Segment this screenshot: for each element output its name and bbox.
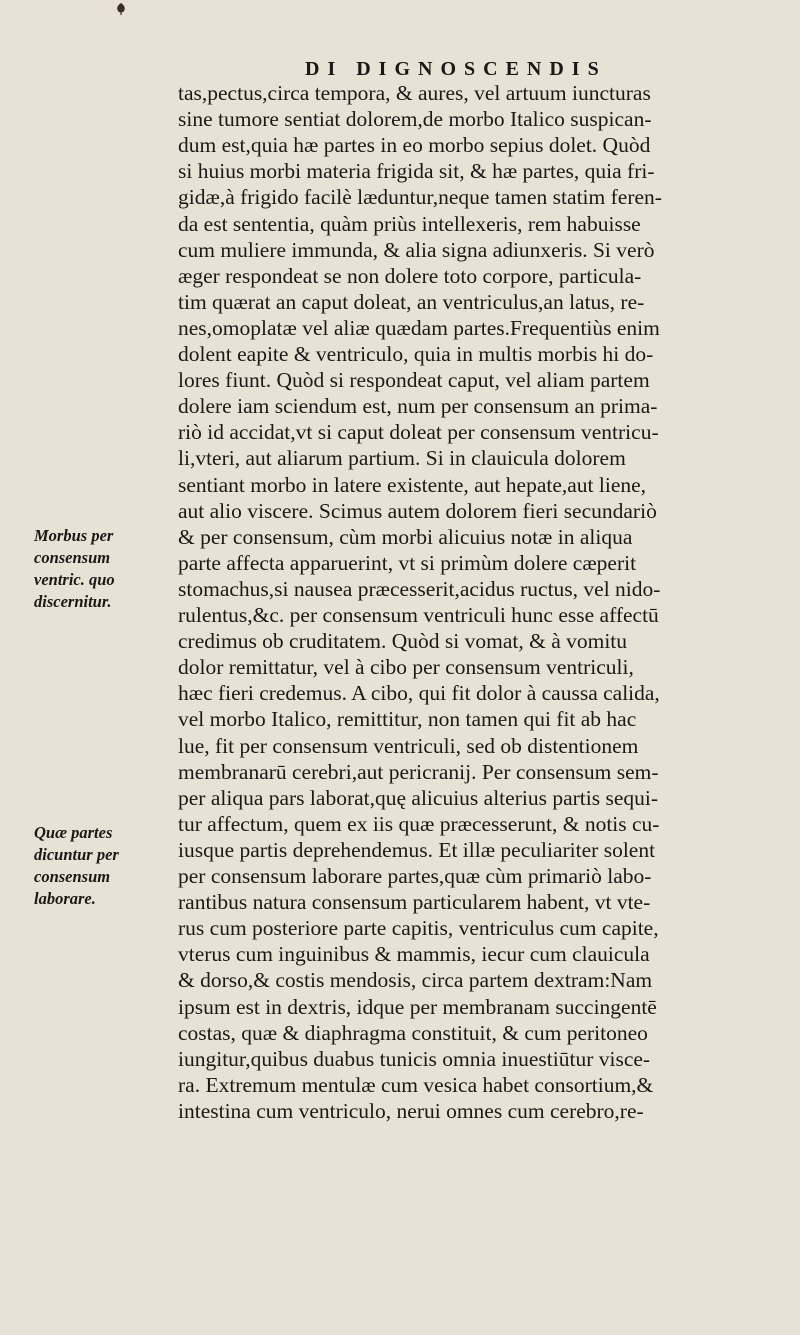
text-line: per consensum laborare partes,quæ cùm primariò labo- [178,864,652,888]
margin-note-line: Morbus per [34,526,114,545]
margin-note-line: ventric. quo [34,570,115,589]
margin-note-line: consensum [34,548,111,567]
text-line: sentiant morbo in latere existente, aut hepate,aut liene, [178,472,647,497]
text-line: & per consensum, cùm morbi alicuius notæ in aliqua [178,524,633,549]
text-line: nes,omoplatæ vel aliæ quædam partes.Frequentiùs enim [178,315,660,340]
text-line: riò id accidat,vt si caput doleat per consensum ventricu- [178,420,659,445]
text-line: dolent eapite & ventriculo, quia in multis morbis hi do- [178,342,654,366]
text-line: per aliqua pars laborat,quę alicuius alterius partis sequi- [178,785,659,810]
margin-note-line: consensum [34,867,111,886]
margin-note-line: Quæ partes [34,823,113,842]
text-line: da est sententia, quàm priùs intellexeris, rem habuisse [178,211,641,236]
text-line: hæc fieri credemus. A cibo, qui fit dolor à caussa calida, [178,681,660,706]
margin-note [34,822,119,910]
text-line: iungitur,quibus duabus tunicis omnia inuestiūtur visce- [178,1046,651,1071]
text-line: costas, quæ & diaphragma constituit, & cum peritoneo [178,1020,648,1045]
text-line: membranarū cerebri,aut pericranij. Per consensum sem- [178,759,659,784]
text-line: vterus cum inguinibus & mammis, iecur cum clauicula [178,942,650,967]
text-line: dum est,quia hæ partes in eo morbo sepius dolet. Quòd [178,133,651,158]
text-line: lores fiunt. Quòd si respondeat caput, vel aliam partem [178,368,650,393]
text-line: ra. Extremum mentulæ cum vesica habet consortium,& [178,1072,654,1097]
text-line: rus cum posteriore parte capitis, ventriculus cum capite, [178,916,659,941]
margin-note-line: dicuntur per [34,845,119,864]
margin-note [34,525,115,613]
text-line: intestina cum ventriculo, nerui omnes cum cerebro,re- [178,1098,644,1123]
text-line: dolere iam sciendum est, num per consensum an prima- [178,394,658,419]
text-line: & dorso,& costis mendosis, circa partem dextram:Nam [178,968,653,993]
text-line: tim quærat an caput doleat, an ventriculus,an latus, re- [178,289,645,314]
text-line: aut alio viscere. Scimus autem dolorem fieri secundariò [178,498,657,523]
text-line: credimus ob cruditatem. Quòd si vomat, & à vomitu [178,629,628,654]
text-line: gidæ,à frigido facilè læduntur,neque tamen statim feren- [178,185,662,210]
text-line: tur affectum, quem ex iis quæ præcesserunt, & notis cu- [178,811,660,836]
text-line: ipsum est in dextris, idque per membranam succingentē [178,994,657,1019]
text-line: parte affecta apparuerint, vt si primùm dolere cæperit [178,550,637,575]
margin-note-line: discernitur. [34,592,112,611]
text-line: iusque partis deprehendemus. Et illæ peculiariter solent [178,837,656,862]
text-line: sine tumore sentiat dolorem,de morbo Italico suspican- [178,107,652,132]
text-line: cum muliere immunda, & alia signa adiunxeris. Si verò [178,237,655,262]
text-line: æger respondeat se non dolere toto corpore, particula- [178,263,642,288]
text-line: tas,pectus,circa tempora, & aures, vel artuum iuncturas [178,81,651,105]
text-line: stomachus,si nausea præcesserit,acidus ructus, vel nido- [178,576,661,601]
text-line: si huius morbi materia frigida sit, & hæ partes, quia fri- [178,159,655,184]
text-line: dolor remittatur, vel à cibo per consensum ventriculi, [178,655,634,680]
running-head: DI DIGNOSCENDIS [305,58,607,80]
text-line: vel morbo Italico, remittitur, non tamen qui fit ab hac [178,707,637,732]
margin-note-line: laborare. [34,889,96,908]
text-line: rantibus natura consensum particularem habent, vt vte- [178,890,651,915]
text-line: li,vteri, aut aliarum partium. Si in clauicula dolorem [178,446,626,471]
text-line: lue, fit per consensum ventriculi, sed ob distentionem [178,733,639,758]
printer-flower-icon [112,2,130,16]
text-line: rulentus,&c. per consensum ventriculi hunc esse affectū [178,603,659,627]
